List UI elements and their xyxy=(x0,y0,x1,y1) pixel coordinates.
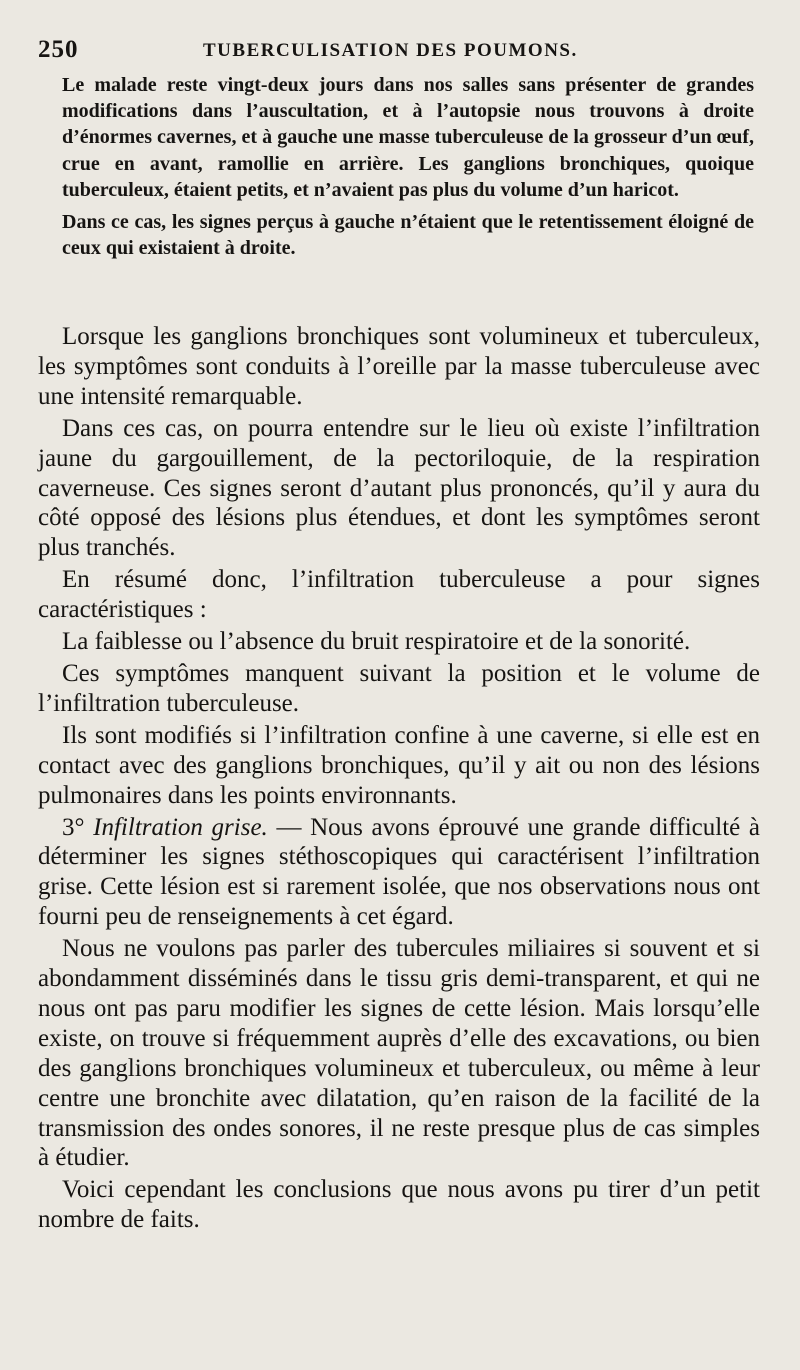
section-number: 3° xyxy=(62,813,85,841)
section-paragraph xyxy=(38,813,760,933)
paragraph: En résumé donc, l’infiltration tuberculeuse a pour signes caractéristiques : xyxy=(38,566,760,624)
paragraph: Nous ne voulons pas parler des tubercules miliaires si souvent et si abondamment disséminés dans le tissu gris demi-transparent, et qui ne nous ont pas paru modifier les signes de cette lésion. Mais lorsqu’elle existe, on trouve si fréquemment auprès d’elle des excavations, ou bien des ganglions bronchiques volumineux et tuberculeux, ou même à leur centre une bronchite avec dilatation, qu’en raison de la facilité de la transmission des ondes sonores, il ne reste presque plus de cas simples à étudier. xyxy=(38,935,760,1172)
paragraph: Lorsque les ganglions bronchiques sont volumineux et tuberculeux, les symptômes sont conduits à l’oreille par la masse tuberculeuse avec une intensité remarquable. xyxy=(38,323,760,410)
main-text xyxy=(38,322,760,1235)
running-title: TUBERCULISATION DES POUMONS. xyxy=(203,40,578,61)
case-note-paragraph: Le malade reste vingt-deux jours dans nos salles sans présenter de grandes modifications dans l’auscultation, et à l’autopsie nous trouvons à droite d’énormes cavernes, et à gauche une masse tuberculeuse de la grosseur d’un œuf, crue en avant, ramollie en arrière. Les ganglions bronchiques, quoique tuberculeux, étaient petits, et n’avaient pas plus du volume d’un haricot. xyxy=(62,74,754,201)
paragraph: Ces symptômes manquent suivant la position et le volume de l’infiltration tuberculeuse. xyxy=(38,659,760,717)
section-text: — Nous avons éprouvé une grande difficulté à déterminer les signes stéthoscopiques qui caractérisent l’infiltration grise. Cette lésion est si rarement isolée, que nos observations nous ont fourni peu de renseignements à cet égard. xyxy=(38,813,761,931)
page-header xyxy=(38,36,758,66)
case-notes xyxy=(62,72,754,261)
section-heading: Infiltration grise. xyxy=(93,813,268,841)
paragraph: Voici cependant les conclusions que nous avons pu tirer d’un petit nombre de faits. xyxy=(38,1176,760,1234)
case-note-paragraph: Dans ce cas, les signes perçus à gauche n’étaient que le retentissement éloigné de ceux qui existaient à droite. xyxy=(62,211,754,260)
paragraph: Dans ces cas, on pourra entendre sur le lieu où existe l’infiltration jaune du gargouillement, de la pectoriloquie, de la respiration caverneuse. Ces signes seront d’autant plus prononcés, qu’il y aura du côté opposé des lésions plus étendues, et dont les symptômes seront plus tranchés. xyxy=(38,414,760,562)
paragraph: La faiblesse ou l’absence du bruit respiratoire et de la sonorité. xyxy=(62,628,691,656)
paragraph: Ils sont modifiés si l’infiltration confine à une caverne, si elle est en contact avec des ganglions bronchiques, qu’il y ait ou non des lésions pulmonaires dans les points environnants. xyxy=(38,721,760,809)
page-number: 250 xyxy=(38,36,79,63)
